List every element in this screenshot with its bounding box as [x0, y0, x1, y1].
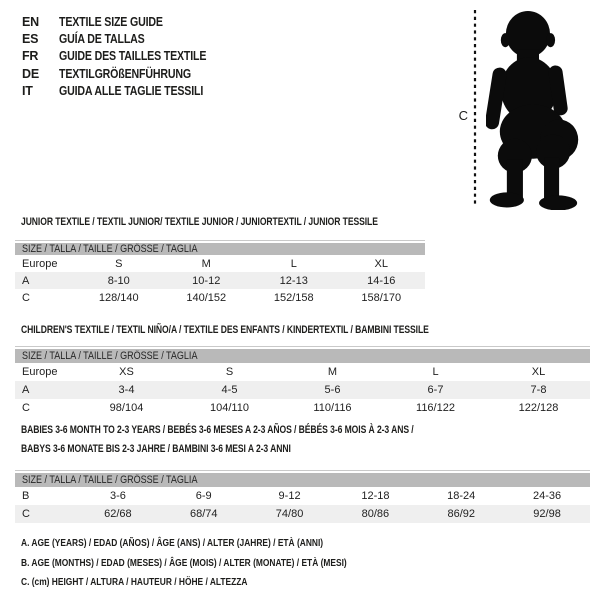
footnote-text: A. AGE (YEARS) / EDAD (AÑOS) / ÂGE (ANS) / ALTER (JAHRE) / ETÀ (ANNI) — [21, 537, 324, 549]
footnote-text: B. AGE (MONTHS) / EDAD (MESES) / ÂGE (MOIS) / ALTER (MONATE) / ETÀ (MESI) — [21, 556, 347, 569]
row-label: Europe — [22, 366, 58, 378]
table-size-header-text: SIZE / TALLA / TAILLE / GRÖSSE / TAGLIA — [22, 243, 198, 255]
table-cell: 74/80 — [275, 508, 304, 520]
table-cell: S — [225, 366, 234, 378]
table-cell: 128/140 — [98, 291, 139, 304]
table-cell: 140/152 — [186, 291, 227, 304]
footnote-text: C. (cm) HEIGHT / ALTURA / HAUTEUR / HÖHE / ALTEZZA — [21, 576, 248, 588]
section-heading-text: BABYS 3-6 MONATE BIS 2-3 JAHRE / BAMBINI 3-6 MESI A 2-3 ANNI — [21, 443, 291, 455]
table-cell: XS — [119, 366, 134, 378]
table-cell: 122/128 — [518, 402, 559, 414]
language-row — [22, 48, 232, 65]
table-cell: 12-13 — [279, 274, 308, 287]
table-cell: 6-7 — [427, 384, 444, 396]
table-cell: 86/92 — [447, 508, 475, 520]
language-row — [22, 65, 232, 82]
table-cell: 7-8 — [530, 384, 547, 396]
row-label: A — [22, 274, 30, 287]
table-size-header-text: SIZE / TALLA / TAILLE / GRÖSSE / TAGLIA — [22, 350, 198, 362]
height-measure-line — [473, 10, 477, 206]
size-table-babies — [15, 470, 590, 523]
language-row — [22, 13, 232, 30]
section-heading-children — [21, 324, 544, 337]
language-title: TEXTILE SIZE GUIDE — [59, 14, 163, 29]
language-title: GUÍA DE TALLAS — [59, 32, 145, 47]
language-title: GUIDE DES TAILLES TEXTILE — [59, 49, 207, 64]
table-top-border — [15, 240, 425, 241]
table-cell: M — [201, 257, 211, 270]
table-cell: 8-10 — [107, 274, 130, 287]
height-label: C — [458, 108, 468, 123]
table-cell: 92/98 — [533, 508, 561, 520]
table-cell: 6-9 — [195, 490, 212, 502]
table-row — [15, 381, 590, 399]
table-cell: M — [327, 366, 338, 378]
language-code: ES — [22, 32, 39, 47]
table-row — [15, 272, 425, 289]
table-cell: 98/104 — [109, 402, 144, 414]
table-cell: 4-5 — [221, 384, 238, 396]
section-heading-line — [21, 216, 479, 229]
language-row — [22, 30, 232, 47]
row-label: C — [22, 402, 30, 414]
footnote-line — [21, 537, 428, 557]
table-cell: 3-6 — [109, 490, 126, 502]
table-cell: 14-16 — [367, 274, 396, 287]
table-cell: 24-36 — [532, 490, 562, 502]
row-label: Europe — [22, 257, 58, 270]
table-cell: 62/68 — [104, 508, 132, 520]
row-label: C — [22, 508, 30, 520]
table-cell: L — [290, 257, 297, 270]
footnote-line — [21, 557, 428, 577]
table-cell: 158/170 — [361, 291, 402, 304]
footnote-line — [21, 576, 428, 596]
table-row — [15, 289, 425, 306]
table-cell: S — [115, 257, 123, 270]
table-top-border — [15, 346, 590, 347]
language-title: GUIDA ALLE TAGLIE TESSILI — [59, 84, 204, 99]
table-cell: 104/110 — [210, 402, 249, 414]
language-title: TEXTILGRÖßENFÜHRUNG — [59, 66, 191, 81]
size-table-junior — [15, 240, 425, 306]
table-size-header — [15, 349, 590, 363]
table-cell: XL — [531, 366, 546, 378]
table-cell: XL — [374, 257, 388, 270]
language-code: IT — [22, 84, 33, 99]
section-heading-line — [21, 324, 544, 337]
language-header — [22, 13, 232, 100]
table-top-border — [15, 470, 590, 471]
table-cell: 80/86 — [361, 508, 390, 520]
table-cell: 152/158 — [273, 291, 314, 304]
table-cell: 3-4 — [118, 384, 135, 396]
table-row — [15, 505, 590, 523]
table-cell: L — [432, 366, 439, 378]
section-heading-text: JUNIOR TEXTILE / TEXTIL JUNIOR/ TEXTILE JUNIOR / JUNIORTEXTIL / JUNIOR TESSILE — [21, 216, 378, 228]
table-size-header — [15, 243, 425, 255]
footnotes — [21, 537, 428, 596]
baby-silhouette-icon — [486, 9, 588, 210]
section-heading-babies — [21, 424, 524, 462]
table-row — [15, 487, 590, 505]
table-row — [15, 399, 590, 417]
language-code: DE — [22, 66, 39, 81]
table-cell: 110/116 — [313, 402, 352, 414]
row-label: B — [22, 490, 30, 502]
row-label: A — [22, 384, 30, 396]
table-cell: 12-18 — [361, 490, 390, 502]
language-code: EN — [22, 14, 39, 29]
table-size-header-text: SIZE / TALLA / TAILLE / GRÖSSE / TAGLIA — [22, 474, 198, 486]
section-heading-text: BABIES 3-6 MONTH TO 2-3 YEARS / BEBÉS 3-6 MESES A 2-3 AÑOS / BÉBÉS 3-6 MOIS À 2-3 ANS / — [21, 424, 414, 436]
table-cell: 116/122 — [416, 402, 455, 414]
row-label: C — [22, 291, 30, 304]
table-row — [15, 255, 425, 272]
language-code: FR — [22, 49, 39, 64]
language-row — [22, 83, 232, 100]
table-cell: 10-12 — [192, 274, 221, 287]
section-heading-line — [21, 424, 524, 443]
table-row — [15, 363, 590, 381]
table-size-header — [15, 473, 590, 487]
table-cell: 18-24 — [447, 490, 476, 502]
table-cell: 68/74 — [189, 508, 218, 520]
size-table-children — [15, 346, 590, 417]
table-cell: 9-12 — [278, 490, 301, 502]
section-heading-text: CHILDREN'S TEXTILE / TEXTIL NIÑO/A / TEXTILE DES ENFANTS / KINDERTEXTIL / BAMBINI TESSILE — [21, 324, 429, 336]
section-heading-line — [21, 443, 524, 462]
baby-silhouette-icon — [486, 9, 588, 215]
table-cell: 5-6 — [324, 384, 341, 396]
dashed-line-icon — [473, 10, 477, 206]
section-heading-junior — [21, 216, 479, 229]
